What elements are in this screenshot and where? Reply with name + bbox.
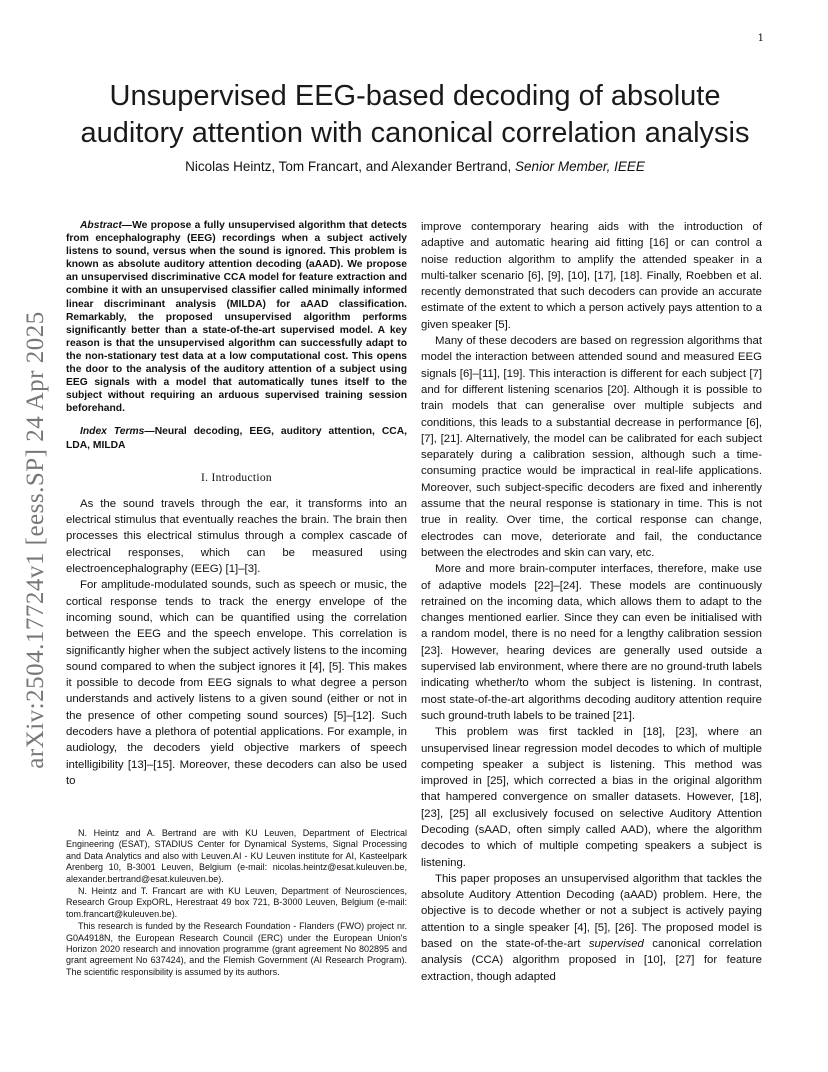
paragraph: More and more brain-computer interfaces, therefore, make use of adaptive models [22]–[24]. These models are continuously retrained on the incoming data, which allows them to adapt to the changes mentioned earlier. Since they can even be initialised with a random model, there is no need for a lengthy calibration session [23]. However, hearing devices are generally used outside a supervised lab environment, where there are no ground-truth labels indicating whether/to whom the subject is listening. In contrast, most state-of-the-art algorithms decoding auditory attention require such ground-truth labels to be trained [21]. <box>421 563 762 722</box>
author-line <box>70 159 760 174</box>
abstract-text: —We propose a fully unsupervised algorithm that detects from encephalography (EEG) recordings when a subject actively listens to sound, versus when the sound is ignored. This problem is known as absolute auditory attention decoding (aAAD). We propose an unsupervised discriminative CCA model for feature extraction and combine it with an unsupervised classifier called minimally informed linear discriminant analysis (MILDA) for aAAD classification. Remarkably, the proposed unsupervised algorithm performs significantly better than a state-of-the-art supervised model. A key reason is that the unsupervised algorithm can successfully adapt to the non-stationary test data at a low computational cost. This opens the door to the analysis of the auditory attention of a subject using EEG signals with a model that automatically tunes itself to the subject without requiring an arduous supervised training session beforehand. <box>66 220 407 415</box>
page-number: 1 <box>757 33 764 44</box>
right-column <box>421 219 762 985</box>
index-terms-label: Index Terms <box>80 426 145 438</box>
author-role: Senior Member, IEEE <box>515 159 645 174</box>
paragraph: This problem was first tackled in [18], [23], where an unsupervised linear regression model decodes to which of multiple competing speaker a subject is listening. This method was improved in [25], which corrected a bias in the original algorithm that hampered convergence on smaller datasets. However, [18], [23], [25] all exclusively focused on selective Auditory Attention Decoding (sAAD, often simply called AAD), where the algorithm decodes to which of multiple competing speakers a subject is listening. <box>421 726 762 869</box>
paragraph <box>421 871 762 985</box>
index-terms <box>66 425 407 451</box>
paragraph-text: This paper proposes an unsupervised algorithm that tackles the absolute Auditory Attention Decoding (aAAD) problem. Here, the objective is to decode whether or not a subject is actively paying attention to a single speaker [4], [5], [26]. The proposed model is based on the state-of-the-art <box>421 872 762 951</box>
abstract-label: Abstract <box>80 220 122 231</box>
paragraph: improve contemporary hearing aids with the introduction of adaptive and automatic hearing aid fitting [16] or can control a noise reduction algorithm to amplify the attended speaker in a multi-talker scenario [6], [9], [10], [17], [18]. Finally, Roebben et al. recently demonstrated that such decoders can provide an accurate estimate of the extent to which a person actively pays attention to a given speaker [5]. <box>421 221 762 331</box>
author-names: Nicolas Heintz, Tom Francart, and Alexander Bertrand, <box>185 159 516 174</box>
paper-title: Unsupervised EEG-based decoding of absolute auditory attention with canonical correlation analysis <box>80 80 750 149</box>
footnotes <box>66 828 407 978</box>
paragraph: For amplitude-modulated sounds, such as speech or music, the cortical response tends to track the energy envelope of the incoming sound, which can be quantified using the correlation between the EEG and the speech envelope. This correlation is significantly higher when the subject actively listens to the incoming sound compared to when the subject ignores it [4], [5]. This makes it possible to decode from EEG signals to what degree a person understands and actively listens to a given sound (either or not in the presence of other competing sound sources) [5]–[12]. Such decoders have a plethora of potential applications. For example, in audiology, the decoders yield objective markers of speech intelligibility [13]–[15]. Moreover, these decoders can also be used to <box>66 579 407 787</box>
footnote: N. Heintz and T. Francart are with KU Leuven, Department of Neurosciences, Research Group ExpORL, Herestraat 49 box 721, B-3000 Leuven, Belgium (e-mail: tom.francart@kuleuven.be). <box>66 886 407 919</box>
arxiv-stamp: arXiv:2504.17724v1 [eess.SP] 24 Apr 2025 <box>22 311 49 769</box>
paragraph: As the sound travels through the ear, it transforms into an electrical stimulus that eventually reaches the brain. The brain then processes this electrical stimulus through a complex cascade of electrical responses, which can be measured using electroencephalography (EEG) [1]–[3]. <box>66 497 407 576</box>
paragraph-text: canonical correlation analysis (CCA) algorithm proposed in [10], [27] for feature extraction, though adapted <box>421 938 762 983</box>
section-heading: I. Introduction <box>201 471 272 484</box>
footnote: N. Heintz and A. Bertrand are with KU Leuven, Department of Electrical Engineering (ESAT), STADIUS Center for Dynamical Systems, Signal Processing and Data Analytics and also with Leuven.AI - KU Leuven institute for AI, Kasteelpark Arenberg 10, B-3001 Leuven, Belgium (e-mail: nicolas.heintz@esat.kuleuven.be, alexander.bertrand@esat.kuleuven.be). <box>66 828 407 884</box>
index-terms-text: —Neural decoding, EEG, auditory attention, CCA, LDA, MILDA <box>66 426 408 451</box>
left-column <box>66 219 407 789</box>
paragraph: Many of these decoders are based on regression algorithms that model the interaction between attended sound and measured EEG signals [6]–[11], [19]. This interaction is different for each subject [7] and for different listening scenarios [20]. Although it is possible to train models that can generalise over multiple subjects and conditions, this leads to a substantial decrease in performance [6], [7], [21]. Alternatively, the model can be calibrated for each subject separately during a calibration session, although such a time-consuming practice would be impractical in real-life applications. Moreover, such subject-specific decoders are fixed and inherently assume that the neural response is stationary in time. This is not true in reality. Over time, the cortical response can change, electrodes can move, deteriorate and fail, the conductance between the electrodes and skin can vary, etc. <box>421 335 762 559</box>
emphasis: supervised <box>588 938 644 951</box>
abstract <box>66 219 407 415</box>
footnote: This research is funded by the Research Foundation - Flanders (FWO) project nr. G0A4918N, the European Research Council (ERC) under the European Union's Horizon 2020 research and innovation programme (grant agreement No 802895 and grant agreement No 637424), and the Flemish Government (AI Research Program). The scientific responsibility is assumed by its authors. <box>66 921 407 977</box>
